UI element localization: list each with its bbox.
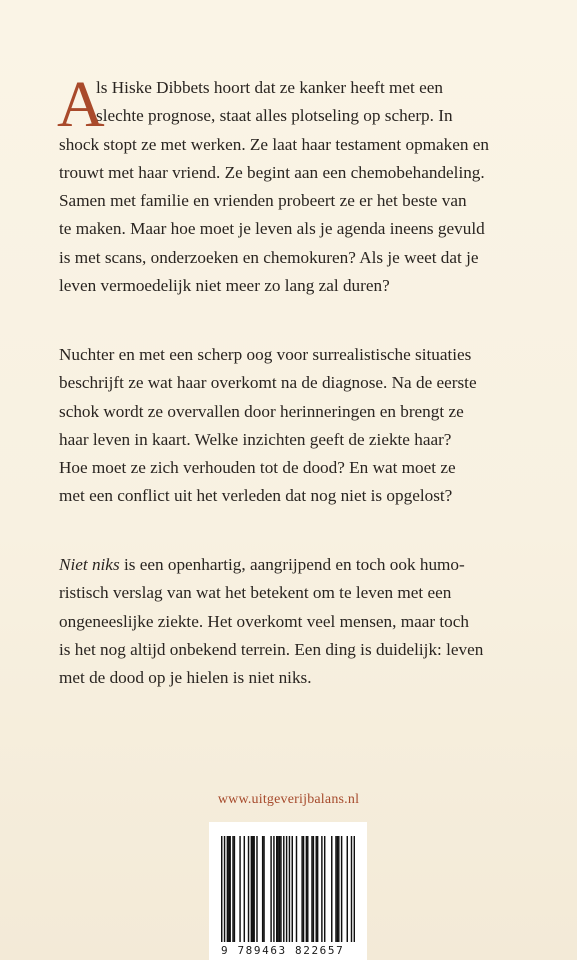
barcode-bar <box>321 836 322 942</box>
blurb-line: met de dood op je hielen is niet niks. <box>59 668 312 688</box>
blurb-line: trouwt met haar vriend. Ze begint aan een chemobehandeling. <box>59 162 485 182</box>
barcode-bar <box>221 836 222 942</box>
barcode-bar <box>316 836 317 942</box>
barcode-bar <box>306 836 307 942</box>
barcode <box>209 822 367 960</box>
barcode-bar <box>296 836 297 942</box>
barcode-bar <box>227 836 228 942</box>
barcode-bar <box>263 836 264 942</box>
barcode-bar <box>234 836 235 942</box>
blurb-line: schok wordt ze overvallen door herinneringen en brengt ze <box>59 401 464 421</box>
barcode-bar <box>317 836 318 942</box>
barcode-bar <box>224 836 225 942</box>
barcode-bar <box>277 836 278 942</box>
book-title: Niet niks <box>59 555 120 574</box>
barcode-bar <box>292 836 293 942</box>
barcode-bar <box>229 836 230 942</box>
barcode-bar <box>228 836 229 942</box>
blurb-line: Nuchter en met een scherp oog voor surrealistische situaties <box>59 345 472 364</box>
barcode-bars <box>221 836 355 942</box>
blurb-paragraph-2 <box>59 341 529 511</box>
barcode-bar <box>354 836 355 942</box>
barcode-bar <box>280 836 281 942</box>
barcode-bar <box>252 836 253 942</box>
publisher-url: www.uitgeverijbalans.nl <box>217 792 360 807</box>
barcode-bar <box>256 836 257 942</box>
blurb-line: haar leven in kaart. Welke inzichten geeft de ziekte haar? <box>59 429 452 449</box>
barcode-bar <box>262 836 263 942</box>
barcode-bar <box>248 836 249 942</box>
barcode-bar <box>351 836 352 942</box>
blurb-line: te maken. Maar hoe moet je leven als je agenda ineens gevuld <box>59 219 485 239</box>
blurb-line: shock stopt ze met werken. Ze laat haar testament opmaken en <box>59 134 489 154</box>
barcode-bar <box>276 836 277 942</box>
barcode-bar <box>239 836 240 942</box>
barcode-bar <box>341 836 342 942</box>
blurb-line: is met scans, onderzoeken en chemokuren? Als je weet dat je <box>59 247 479 267</box>
barcode-bar <box>311 836 312 942</box>
barcode-bar <box>273 836 274 942</box>
barcode-bar <box>335 836 336 942</box>
barcode-bar <box>244 836 245 942</box>
blurb-paragraph-1 <box>57 68 529 300</box>
barcode-bar <box>337 836 338 942</box>
blurb-line: Samen met familie en vrienden probeert ze er het beste van <box>59 191 467 211</box>
blurb-line: ongeneeslijke ziekte. Het overkomt veel mensen, maar toch <box>59 611 469 631</box>
barcode-digits: 9 789463 822657 <box>221 944 345 957</box>
barcode-bar <box>283 836 284 942</box>
barcode-bar <box>303 836 304 942</box>
barcode-bar <box>338 836 339 942</box>
barcode-bar <box>251 836 252 942</box>
blurb-line: slechte prognose, staat alles plotseling op scherp. In <box>96 106 453 126</box>
barcode-bar <box>347 836 348 942</box>
barcode-bar <box>324 836 325 942</box>
barcode-bar <box>270 836 271 942</box>
blurb-line: ls Hiske Dibbets hoort dat ze kanker heeft met een <box>96 78 443 97</box>
barcode-bar <box>313 836 314 942</box>
blurb-line-rest: is een openhartig, aangrijpend en toch ook humo- <box>119 555 465 574</box>
blurb-line: leven vermoedelijk niet meer zo lang zal duren? <box>59 276 390 296</box>
drop-cap: A <box>57 68 105 141</box>
barcode-bar <box>232 836 233 942</box>
barcode-bar <box>286 836 287 942</box>
blurb-line <box>59 551 529 579</box>
barcode-bar <box>307 836 308 942</box>
barcode-bar <box>253 836 254 942</box>
barcode-bar <box>331 836 332 942</box>
blurb-line: met een conflict uit het verleden dat nog niet is opgelost? <box>59 486 453 506</box>
blurb-line: ristisch verslag van wat het betekent om te leven met een <box>59 583 452 603</box>
barcode-bar <box>301 836 302 942</box>
blurb-line: beschrijft ze wat haar overkomt na de diagnose. Na de eerste <box>59 373 477 393</box>
blurb-line: Hoe moet ze zich verhouden tot de dood? En wat moet ze <box>59 458 456 478</box>
barcode-bar <box>279 836 280 942</box>
blurb-paragraph-3 <box>59 551 529 692</box>
blurb-line: is het nog altijd onbekend terrein. Een ding is duidelijk: leven <box>59 639 484 659</box>
barcode-bar <box>289 836 290 942</box>
